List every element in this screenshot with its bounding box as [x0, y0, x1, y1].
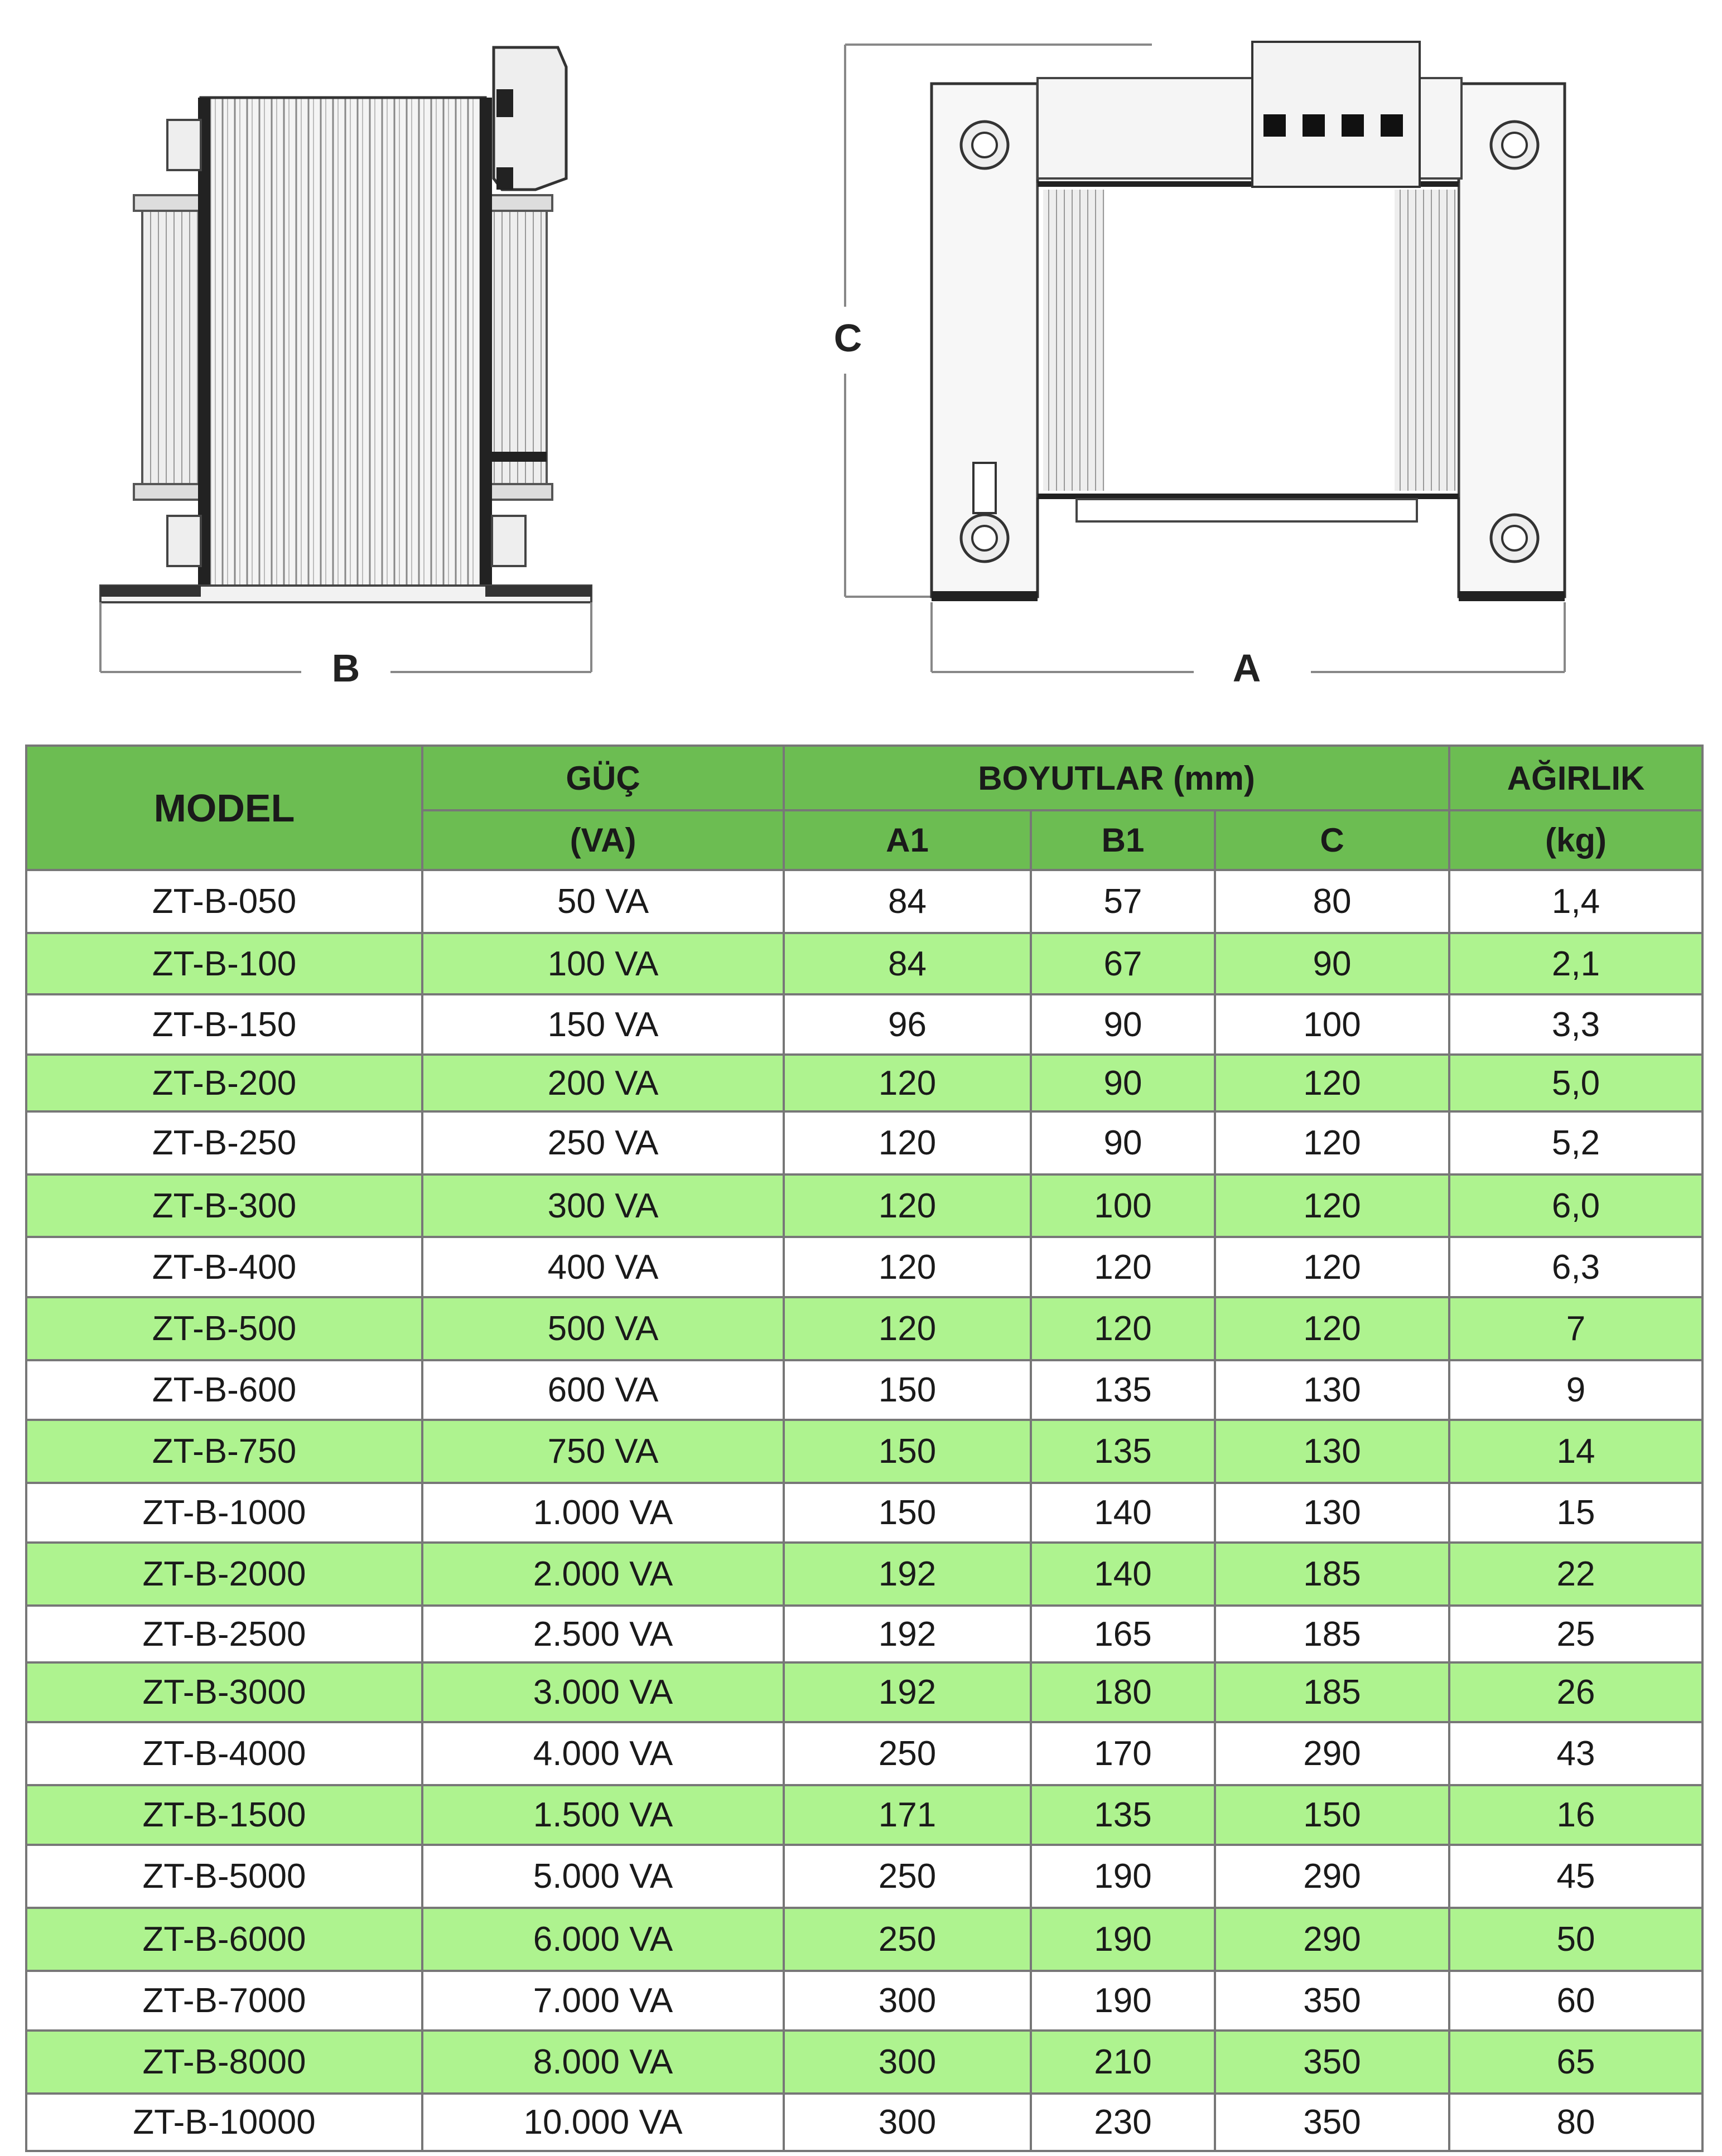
- cell-b1: 140: [1031, 1483, 1215, 1543]
- table-row: [26, 870, 1702, 933]
- table-row: [26, 1785, 1702, 1845]
- table-row: [26, 2094, 1702, 2151]
- cell-b1: 120: [1031, 1237, 1215, 1297]
- cell-power: 300 VA: [422, 1174, 784, 1237]
- cell-a1: 150: [784, 1420, 1031, 1483]
- cell-model: ZT-B-4000: [26, 1722, 422, 1785]
- cell-weight: 14: [1449, 1420, 1702, 1483]
- cell-power: 10.000 VA: [422, 2094, 784, 2151]
- cell-c: 290: [1215, 1908, 1449, 1971]
- cell-weight: 60: [1449, 1971, 1702, 2031]
- cell-c: 290: [1215, 1845, 1449, 1908]
- cell-b1: 67: [1031, 933, 1215, 994]
- cell-model: ZT-B-3000: [26, 1662, 422, 1722]
- cell-c: 100: [1215, 994, 1449, 1055]
- cell-power: 5.000 VA: [422, 1845, 784, 1908]
- cell-a1: 300: [784, 2094, 1031, 2151]
- cell-model: ZT-B-6000: [26, 1908, 422, 1971]
- cell-model: ZT-B-1500: [26, 1785, 422, 1845]
- cell-b1: 120: [1031, 1297, 1215, 1360]
- header-weight: AĞIRLIK: [1449, 746, 1702, 810]
- cell-a1: 300: [784, 2031, 1031, 2094]
- cell-model: ZT-B-2000: [26, 1543, 422, 1606]
- cell-power: 200 VA: [422, 1055, 784, 1111]
- cell-weight: 80: [1449, 2094, 1702, 2151]
- cell-a1: 192: [784, 1606, 1031, 1662]
- table-row: [26, 933, 1702, 994]
- cell-weight: 65: [1449, 2031, 1702, 2094]
- cell-b1: 190: [1031, 1845, 1215, 1908]
- cell-weight: 15: [1449, 1483, 1702, 1543]
- cell-weight: 43: [1449, 1722, 1702, 1785]
- cell-model: ZT-B-050: [26, 870, 422, 933]
- cell-power: 250 VA: [422, 1111, 784, 1174]
- cell-b1: 230: [1031, 2094, 1215, 2151]
- table-row: [26, 1908, 1702, 1971]
- cell-model: ZT-B-750: [26, 1420, 422, 1483]
- cell-c: 350: [1215, 2094, 1449, 2151]
- dimension-label-c: C: [833, 316, 862, 360]
- cell-model: ZT-B-2500: [26, 1606, 422, 1662]
- cell-model: ZT-B-8000: [26, 2031, 422, 2094]
- cell-b1: 190: [1031, 1908, 1215, 1971]
- cell-model: ZT-B-10000: [26, 2094, 422, 2151]
- cell-a1: 120: [784, 1055, 1031, 1111]
- cell-c: 150: [1215, 1785, 1449, 1845]
- cell-weight: 5,0: [1449, 1055, 1702, 1111]
- cell-b1: 140: [1031, 1543, 1215, 1606]
- table-row: [26, 1174, 1702, 1237]
- specification-table: [25, 745, 1704, 2152]
- cell-model: ZT-B-150: [26, 994, 422, 1055]
- cell-b1: 165: [1031, 1606, 1215, 1662]
- cell-b1: 90: [1031, 1055, 1215, 1111]
- cell-model: ZT-B-1000: [26, 1483, 422, 1543]
- table-row: [26, 1662, 1702, 1722]
- cell-power: 3.000 VA: [422, 1662, 784, 1722]
- cell-weight: 26: [1449, 1662, 1702, 1722]
- cell-a1: 120: [784, 1111, 1031, 1174]
- cell-a1: 192: [784, 1543, 1031, 1606]
- cell-b1: 90: [1031, 1111, 1215, 1174]
- cell-a1: 192: [784, 1662, 1031, 1722]
- table-row: [26, 1971, 1702, 2031]
- cell-weight: 6,0: [1449, 1174, 1702, 1237]
- cell-weight: 9: [1449, 1360, 1702, 1420]
- cell-a1: 150: [784, 1483, 1031, 1543]
- table-row: [26, 1543, 1702, 1606]
- transformer-drawings: [0, 0, 1722, 719]
- cell-a1: 96: [784, 994, 1031, 1055]
- cell-power: 150 VA: [422, 994, 784, 1055]
- cell-weight: 2,1: [1449, 933, 1702, 994]
- cell-power: 6.000 VA: [422, 1908, 784, 1971]
- cell-b1: 135: [1031, 1420, 1215, 1483]
- cell-power: 2.000 VA: [422, 1543, 784, 1606]
- cell-c: 120: [1215, 1174, 1449, 1237]
- cell-model: ZT-B-100: [26, 933, 422, 994]
- cell-c: 130: [1215, 1420, 1449, 1483]
- cell-power: 7.000 VA: [422, 1971, 784, 2031]
- header-weight-unit: (kg): [1449, 810, 1702, 870]
- cell-a1: 84: [784, 933, 1031, 994]
- header-power-unit: (VA): [422, 810, 784, 870]
- cell-power: 8.000 VA: [422, 2031, 784, 2094]
- cell-b1: 190: [1031, 1971, 1215, 2031]
- cell-model: ZT-B-500: [26, 1297, 422, 1360]
- cell-model: ZT-B-250: [26, 1111, 422, 1174]
- cell-power: 750 VA: [422, 1420, 784, 1483]
- cell-model: ZT-B-300: [26, 1174, 422, 1237]
- header-power: GÜÇ: [422, 746, 784, 810]
- cell-model: ZT-B-7000: [26, 1971, 422, 2031]
- cell-b1: 180: [1031, 1662, 1215, 1722]
- table-row: [26, 1297, 1702, 1360]
- cell-c: 120: [1215, 1055, 1449, 1111]
- cell-model: ZT-B-200: [26, 1055, 422, 1111]
- cell-power: 100 VA: [422, 933, 784, 994]
- cell-c: 290: [1215, 1722, 1449, 1785]
- cell-weight: 1,4: [1449, 870, 1702, 933]
- cell-weight: 25: [1449, 1606, 1702, 1662]
- header-model: MODEL: [26, 746, 422, 870]
- cell-weight: 7: [1449, 1297, 1702, 1360]
- cell-b1: 135: [1031, 1360, 1215, 1420]
- header-c: C: [1215, 810, 1449, 870]
- cell-weight: 22: [1449, 1543, 1702, 1606]
- table-row: [26, 1722, 1702, 1785]
- cell-power: 600 VA: [422, 1360, 784, 1420]
- front-view-drawing: [845, 42, 1565, 672]
- cell-weight: 6,3: [1449, 1237, 1702, 1297]
- dimension-label-b: B: [331, 646, 360, 690]
- cell-power: 2.500 VA: [422, 1606, 784, 1662]
- dimension-label-a: A: [1232, 646, 1261, 690]
- cell-b1: 90: [1031, 994, 1215, 1055]
- cell-power: 500 VA: [422, 1297, 784, 1360]
- cell-c: 120: [1215, 1237, 1449, 1297]
- table-row: [26, 1420, 1702, 1483]
- cell-b1: 170: [1031, 1722, 1215, 1785]
- cell-model: ZT-B-400: [26, 1237, 422, 1297]
- table-row: [26, 1606, 1702, 1662]
- cell-a1: 120: [784, 1174, 1031, 1237]
- cell-model: ZT-B-5000: [26, 1845, 422, 1908]
- cell-c: 350: [1215, 1971, 1449, 2031]
- cell-a1: 120: [784, 1237, 1031, 1297]
- cell-c: 80: [1215, 870, 1449, 933]
- cell-a1: 84: [784, 870, 1031, 933]
- cell-a1: 250: [784, 1908, 1031, 1971]
- cell-weight: 16: [1449, 1785, 1702, 1845]
- cell-a1: 150: [784, 1360, 1031, 1420]
- table-body: [26, 870, 1702, 2151]
- table-row: [26, 994, 1702, 1055]
- header-a1: A1: [784, 810, 1031, 870]
- cell-a1: 250: [784, 1845, 1031, 1908]
- table-row: [26, 1055, 1702, 1111]
- cell-b1: 210: [1031, 2031, 1215, 2094]
- cell-b1: 100: [1031, 1174, 1215, 1237]
- side-view-drawing: [100, 47, 591, 672]
- cell-c: 90: [1215, 933, 1449, 994]
- table-row: [26, 1360, 1702, 1420]
- table-row: [26, 1237, 1702, 1297]
- cell-c: 130: [1215, 1360, 1449, 1420]
- cell-weight: 3,3: [1449, 994, 1702, 1055]
- table-row: [26, 1111, 1702, 1174]
- cell-a1: 250: [784, 1722, 1031, 1785]
- cell-a1: 300: [784, 1971, 1031, 2031]
- cell-power: 400 VA: [422, 1237, 784, 1297]
- cell-power: 4.000 VA: [422, 1722, 784, 1785]
- table-row: [26, 1483, 1702, 1543]
- cell-c: 185: [1215, 1606, 1449, 1662]
- cell-a1: 120: [784, 1297, 1031, 1360]
- cell-power: 1.000 VA: [422, 1483, 784, 1543]
- header-b1: B1: [1031, 810, 1215, 870]
- cell-model: ZT-B-600: [26, 1360, 422, 1420]
- cell-b1: 135: [1031, 1785, 1215, 1845]
- cell-c: 120: [1215, 1297, 1449, 1360]
- cell-weight: 45: [1449, 1845, 1702, 1908]
- cell-power: 1.500 VA: [422, 1785, 784, 1845]
- cell-power: 50 VA: [422, 870, 784, 933]
- table-row: [26, 1845, 1702, 1908]
- header-dimensions: BOYUTLAR (mm): [784, 746, 1449, 810]
- cell-c: 130: [1215, 1483, 1449, 1543]
- table-row: [26, 2031, 1702, 2094]
- cell-c: 120: [1215, 1111, 1449, 1174]
- cell-c: 185: [1215, 1662, 1449, 1722]
- cell-b1: 57: [1031, 870, 1215, 933]
- cell-weight: 50: [1449, 1908, 1702, 1971]
- cell-weight: 5,2: [1449, 1111, 1702, 1174]
- cell-c: 350: [1215, 2031, 1449, 2094]
- cell-c: 185: [1215, 1543, 1449, 1606]
- cell-a1: 171: [784, 1785, 1031, 1845]
